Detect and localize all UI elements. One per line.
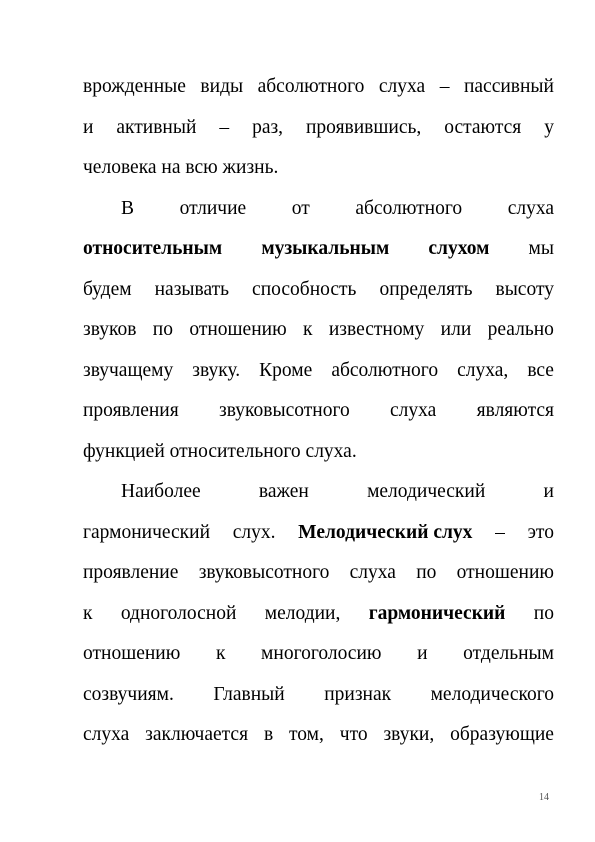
word: отношению — [83, 643, 181, 664]
word: называть — [154, 279, 230, 300]
word: слух. — [232, 522, 276, 543]
word: слуха — [349, 562, 396, 583]
word: проявление — [83, 562, 179, 583]
word: абсолютного — [355, 198, 463, 219]
word: что — [339, 724, 368, 745]
word: проявления — [83, 400, 179, 421]
word: мелодического — [430, 684, 554, 705]
term-relative-hearing-word: музыкальным — [261, 238, 390, 259]
word: высоту — [495, 279, 554, 300]
word: многоголосию — [261, 643, 382, 664]
word: по — [152, 319, 173, 340]
text-line-15 — [83, 642, 554, 666]
word: гармонический — [83, 522, 211, 543]
word: Кроме — [259, 360, 313, 381]
text-line-8 — [83, 359, 554, 383]
word: звучащему — [83, 360, 174, 381]
term-harmonic-hearing: гармонический — [368, 603, 506, 624]
word: абсолютного — [257, 76, 365, 97]
word: будем — [83, 279, 132, 300]
word: определять — [379, 279, 473, 300]
word: В — [121, 198, 135, 219]
word: и — [417, 643, 428, 664]
word: это — [527, 522, 554, 543]
term-relative-hearing-word: относительным — [83, 238, 223, 259]
word: мы — [528, 238, 554, 259]
word: том, — [289, 724, 324, 745]
word: виды — [200, 76, 244, 97]
word: слуха — [83, 724, 130, 745]
word: слуха — [507, 198, 554, 219]
word: одноголосной — [120, 603, 237, 624]
word: слуха, — [457, 360, 509, 381]
word: абсолютного — [331, 360, 439, 381]
word: звуков — [83, 319, 137, 340]
word: у — [544, 117, 554, 138]
word: мелодический — [367, 481, 486, 502]
word: к — [303, 319, 313, 340]
text-line-5 — [83, 237, 554, 261]
word: слуха — [390, 400, 437, 421]
text-line-17 — [83, 723, 554, 747]
text-line-2 — [83, 116, 554, 140]
word: активный — [116, 117, 197, 138]
word: или — [440, 319, 472, 340]
word: реально — [487, 319, 554, 340]
word: от — [291, 198, 310, 219]
text-line-14 — [83, 602, 554, 626]
text-line-4 — [83, 197, 554, 221]
word: остаются — [444, 117, 522, 138]
word: Главный — [213, 684, 285, 705]
word: и — [543, 481, 554, 502]
text-line-16 — [83, 683, 554, 707]
word: слуха — [378, 76, 426, 97]
word: все — [527, 360, 554, 381]
word: признак — [324, 684, 392, 705]
word: известному — [328, 319, 425, 340]
word: звуковысотного — [198, 562, 330, 583]
word: к — [215, 643, 226, 664]
word: – — [219, 117, 230, 138]
word: пассивный — [463, 76, 554, 97]
word: являются — [476, 400, 554, 421]
word: по — [533, 603, 554, 624]
word: – — [439, 76, 450, 97]
text-line-13 — [83, 561, 554, 585]
word: мелодии, — [264, 603, 341, 624]
text-line-6 — [83, 278, 554, 302]
word: способность — [252, 279, 357, 300]
word: к — [83, 603, 93, 624]
page-number: 14 — [539, 792, 549, 803]
word: Наиболее — [121, 481, 201, 502]
text-line-3: человека на всю жизнь. — [83, 157, 279, 178]
word: отличие — [179, 198, 247, 219]
text-line-1 — [83, 75, 554, 99]
word: врожденные — [83, 76, 186, 97]
word: отношению — [456, 562, 554, 583]
term-relative-hearing-word: слухом — [428, 238, 490, 259]
word: созвучиям. — [83, 684, 174, 705]
word: звуку. — [192, 360, 241, 381]
text-line-12 — [83, 521, 554, 545]
word: важен — [258, 481, 309, 502]
word: в — [263, 724, 274, 745]
text-line-10: функцией относительного слуха. — [83, 441, 357, 462]
text-line-9 — [83, 399, 554, 423]
word: образующие — [450, 724, 554, 745]
word: звуки, — [383, 724, 435, 745]
term-melodic-hearing: Мелодический слух — [298, 522, 473, 543]
word: отношению — [189, 319, 287, 340]
word: отдельным — [463, 643, 554, 664]
text-line-7 — [83, 318, 554, 342]
word: и — [83, 117, 94, 138]
word: – — [495, 522, 505, 543]
text-line-11 — [83, 480, 554, 504]
word: заключается — [145, 724, 249, 745]
word: звуковысотного — [219, 400, 350, 421]
word: по — [416, 562, 437, 583]
word: раз, — [252, 117, 284, 138]
word: проявившись, — [306, 117, 422, 138]
